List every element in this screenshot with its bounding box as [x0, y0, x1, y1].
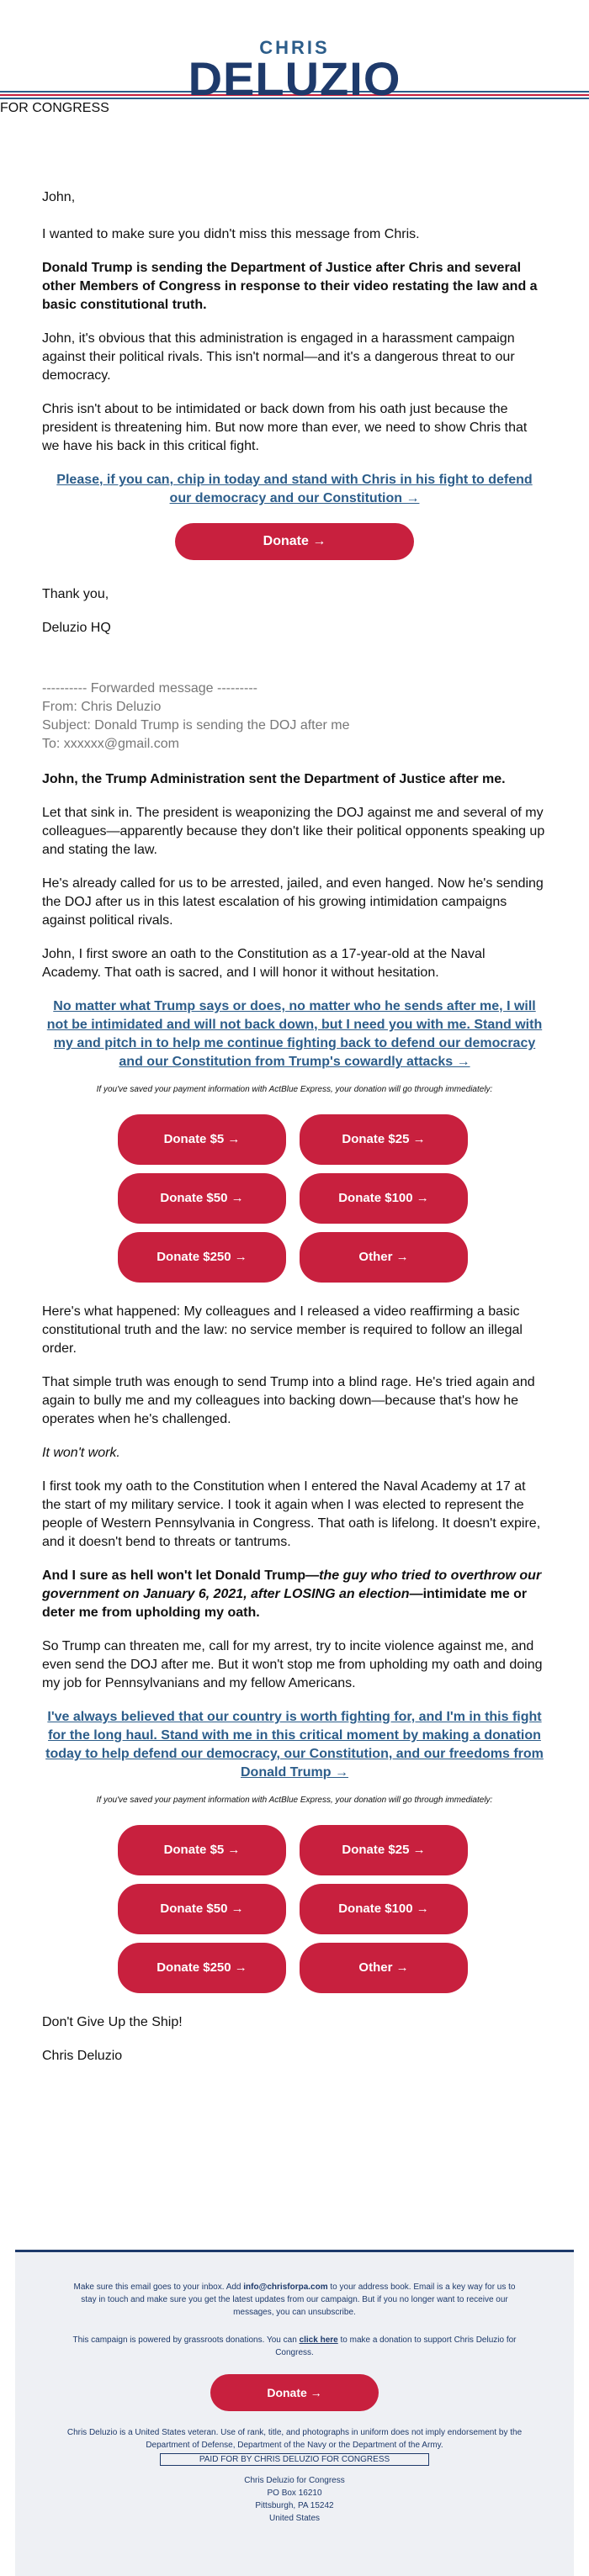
bold-text: And I sure as hell won't let Donald Trump— — [42, 1568, 320, 1583]
paragraph-bold — [42, 1567, 547, 1622]
donate-button[interactable]: Donate → — [175, 523, 414, 560]
footer-click-here-link[interactable]: click here — [299, 2335, 338, 2345]
donate-250-button[interactable]: Donate $250 → — [118, 1232, 286, 1283]
footer-email-link[interactable]: info@chrisforpa.com — [243, 2282, 328, 2292]
logo-first-name: CHRIS — [259, 37, 330, 58]
donate-5-button[interactable]: Donate $5 → — [118, 1114, 286, 1165]
paragraph: I first took my oath to the Constitution when I entered the Naval Academy at 17 at the start of my military service. I took it again when I was elected to represent the people of Western Pennsylvania in Congress. That oath is lifelong. It doesn't expire, and it doesn't bend to threats or tantrums. — [42, 1479, 541, 1549]
footer-address-country: United States — [268, 2514, 321, 2523]
intro-text: I wanted to make sure you didn't miss this message from Chris. — [42, 227, 420, 241]
donate-link[interactable]: I've always believed that our country is worth fighting for, and I'm in this fight for the long haul. Stand with me in this critical moment by making a donation today to help defend our democracy, our Constitution, and our freedoms from Donald Trump → — [45, 1710, 544, 1780]
paragraph: It won't work. — [42, 1446, 120, 1460]
donate-25-button[interactable]: Donate $25 → — [300, 1114, 468, 1165]
closing: Don't Give Up the Ship! — [42, 2015, 183, 2029]
logo-tagline: FOR CONGRESS — [0, 101, 109, 115]
express-note: If you've saved your payment information with ActBlue Express, your donation will go through immediately: — [96, 1085, 493, 1094]
footer-address-name: Chris Deluzio for Congress — [244, 2476, 345, 2485]
donate-link[interactable]: No matter what Trump says or does, no matter who he sends after me, I will not be intimidated and will not back down, but I need you with me. Stand with my and pitch in to help me continue fighting back to defend our democracy and our Constitution from Trump's cowardly attacks → — [46, 999, 543, 1069]
donation-grid — [118, 1825, 471, 2002]
greeting: John, — [42, 190, 76, 204]
donate-50-button[interactable]: Donate $50 → — [118, 1884, 286, 1934]
signature: Chris Deluzio — [42, 2049, 123, 2063]
donate-100-button[interactable]: Donate $100 → — [300, 1173, 468, 1224]
body-lead: John, the Trump Administration sent the Department of Justice after me. — [42, 772, 506, 786]
italic-text: the guy who tried to overthrow our government on January 6, 2021, after LOSING an election — [42, 1568, 542, 1601]
paragraph: He's already called for us to be arrested, jailed, and even hanged. Now he's sending the DOJ after us in this latest escalation of his growing intimidation campaigns against political rivals. — [42, 876, 544, 928]
donate-50-button[interactable]: Donate $50 → — [118, 1173, 286, 1224]
forwarded-header — [42, 680, 547, 754]
footer-disclaimer: Chris Deluzio is a United States veteran. Use of rank, title, and photographs in uniform does not imply endorsement by the Department of Defense, Department of the Navy or the Department of the Army. — [66, 2428, 523, 2450]
signoff-hq: Deluzio HQ — [42, 621, 111, 635]
paragraph: John, it's obvious that this administration is engaged in a harassment campaign against their political rivals. This isn't normal—and it's a dangerous threat to our democracy. — [42, 331, 515, 383]
paragraph: Chris isn't about to be intimidated or back down from his oath just because the president is threatening him. But now more than ever, we need to show Chris that we have his back in this critical fight. — [42, 402, 528, 453]
donate-other-button[interactable]: Other → — [300, 1232, 468, 1283]
forward-divider: ---------- Forwarded message --------- — [42, 681, 257, 696]
email-body — [0, 188, 589, 2066]
donate-250-button[interactable]: Donate $250 → — [118, 1943, 286, 1993]
footer-address-city: Pittsburgh, PA 15242 — [255, 2501, 334, 2510]
donation-grid — [118, 1114, 471, 1291]
bold-lead: Donald Trump is sending the Department of Justice after Chris and several other Members of Congress in response to their video restating the law and a basic constitutional truth. — [42, 261, 538, 312]
footer-donate-button[interactable]: Donate → — [210, 2374, 379, 2411]
express-note: If you've saved your payment information with ActBlue Express, your donation will go through immediately: — [96, 1796, 493, 1805]
paragraph: Here's what happened: My colleagues and I released a video reaffirming a basic constitutional truth and the law: no service member is required to follow an illegal order. — [42, 1304, 523, 1356]
footer-inbox-note: Make sure this email goes to your inbox. Add info@chrisforpa.com to your address book. Email is a key way for us to stay in touch and make sure you get the latest updates from our campaign. But if you no longer want to receive our messages, you can unsubscribe. — [73, 2282, 516, 2317]
donate-5-button[interactable]: Donate $5 → — [118, 1825, 286, 1875]
paragraph: That simple truth was enough to send Trump into a blind rage. He's tried again and again to bully me and my colleagues into backing down—because that's how he operates when he's challenged. — [42, 1375, 535, 1426]
logo — [0, 0, 589, 105]
footer — [15, 2250, 574, 2576]
donate-other-button[interactable]: Other → — [300, 1943, 468, 1993]
paragraph: John, I first swore an oath to the Constitution as a 17-year-old at the Naval Academy. That oath is sacred, and I will honor it without hesitation. — [42, 947, 486, 980]
footer-address-po: PO Box 16210 — [267, 2489, 322, 2498]
paragraph: Let that sink in. The president is weaponizing the DOJ against me and several of my colleagues—apparently because they don't like their political opponents speaking up and stating the law. — [42, 806, 545, 857]
paid-for-box: PAID FOR BY CHRIS DELUZIO FOR CONGRESS — [160, 2453, 429, 2466]
donate-25-button[interactable]: Donate $25 → — [300, 1825, 468, 1875]
paragraph: So Trump can threaten me, call for my arrest, try to incite violence against me, and even send the DOJ after me. But it won't stop me from upholding my oath and doing my job for Pennsylvanians and my fellow Americans. — [42, 1639, 543, 1690]
donate-link[interactable]: Please, if you can, chip in today and stand with Chris in his fight to defend our democracy and our Constitution → — [56, 473, 533, 505]
thanks: Thank you, — [42, 587, 109, 601]
footer-grassroots-note: This campaign is powered by grassroots donations. You can click here to make a donation to support Chris Deluzio for Congress. — [72, 2335, 517, 2357]
logo-last-name: DELUZIO — [188, 52, 401, 105]
bold-text: —intimidate me or deter me from upholding my oath. — [42, 1587, 528, 1620]
forward-subject: Subject: Donald Trump is sending the DOJ after me — [42, 718, 350, 733]
forward-from: From: Chris Deluzio — [42, 700, 162, 714]
donate-100-button[interactable]: Donate $100 → — [300, 1884, 468, 1934]
forward-to: To: xxxxxx@gmail.com — [42, 737, 179, 751]
